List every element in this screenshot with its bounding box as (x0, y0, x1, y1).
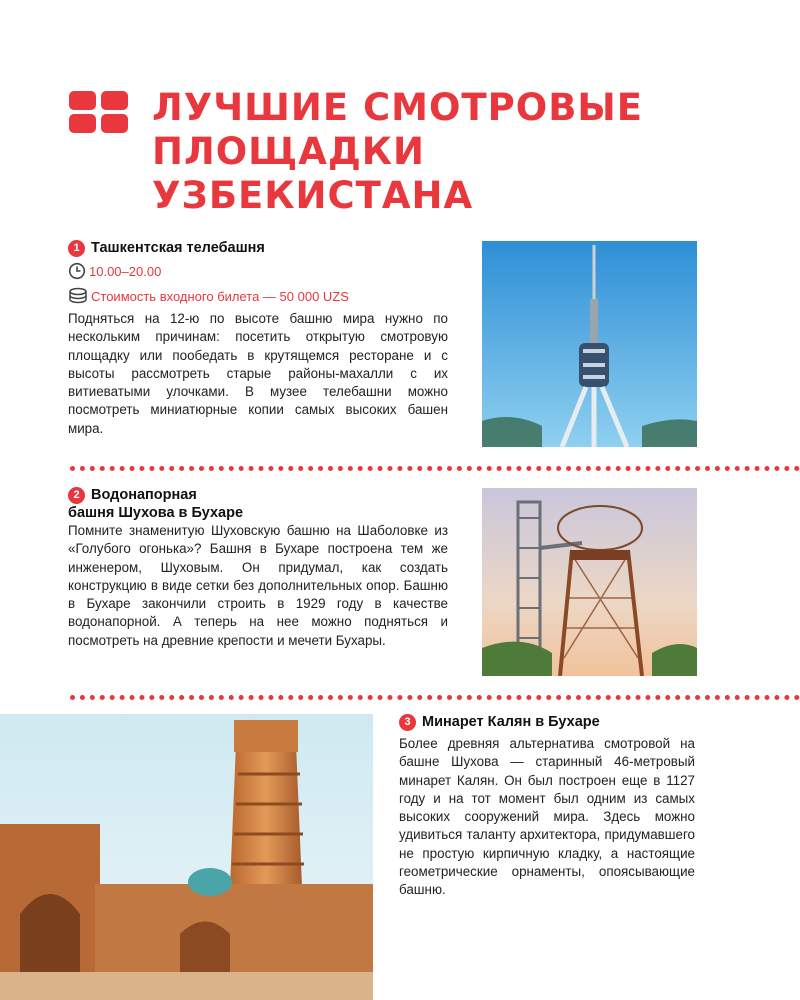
section-title-line: башня Шухова в Бухаре (68, 505, 244, 521)
clock-icon (68, 262, 86, 280)
section-title: Минарет Калян в Бухаре (422, 714, 600, 730)
ticket-price (68, 287, 349, 305)
section-number-badge: 3 (399, 714, 416, 731)
section-logo-icon (69, 91, 129, 133)
section-title: Ташкентская телебашня (91, 240, 265, 256)
section-3-text: Более древняя альтернатива смотровой на башне Шухова — старинный 46-метровый минарет Калян. Он был построен еще в 1127 году и на тот момент был одним из самых высоких сооружений мира. Здесь можно удивиться таланту архитектора, придумавшего не простую кирпичную кладку, а настоящие геометрические орнаменты, опоясывающие башню. (399, 736, 695, 898)
section-title-line: Водонапорная (91, 487, 197, 503)
section-2-heading (68, 486, 243, 522)
section-1-text: Подняться на 12-ю по высоте башню мира нужно по нескольким причинам: посетить открытую смотровую площадку или пообедать в крутящемся ресторане и с высоты рассмотреть старые районы-махалли с их витиеватыми улочками. В музее телебашни можно посмотреть миниатюрные копии самых высоких башен мира. (68, 311, 448, 436)
hours-text: 10.00–20.00 (89, 264, 162, 279)
opening-hours (68, 262, 161, 280)
kalyan-minaret-photo (0, 714, 373, 1000)
coins-icon (68, 287, 88, 305)
shukhov-tower-photo (482, 488, 697, 676)
section-1-heading (68, 239, 265, 257)
title-line: УЗБЕКИСТАНА (152, 174, 474, 217)
price-text: Стоимость входного билета — 50 000 UZS (91, 289, 349, 304)
section-number-badge: 1 (68, 240, 85, 257)
section-divider (70, 466, 800, 471)
section-3-heading (399, 713, 600, 731)
title-line: ЛУЧШИЕ СМОТРОВЫЕ (152, 86, 644, 129)
title-line: ПЛОЩАДКИ (152, 130, 425, 173)
section-divider (70, 695, 800, 700)
section-number-badge: 2 (68, 487, 85, 504)
tv-tower-photo (482, 241, 697, 447)
section-2-text: Помните знаменитую Шуховскую башню на Шаболовке из «Голубого огонька»? Башня в Бухаре построена тем же инженером, Шуховым. Он придумал, как создать конструкцию в виде сетки без дополнительных опор. Башню в Бухаре закончили строить в 1929 году в качестве водонапорной. А теперь на нее можно подняться и посмотреть на древние крепости и мечети Бухары. (68, 523, 448, 648)
page-title (152, 86, 643, 218)
